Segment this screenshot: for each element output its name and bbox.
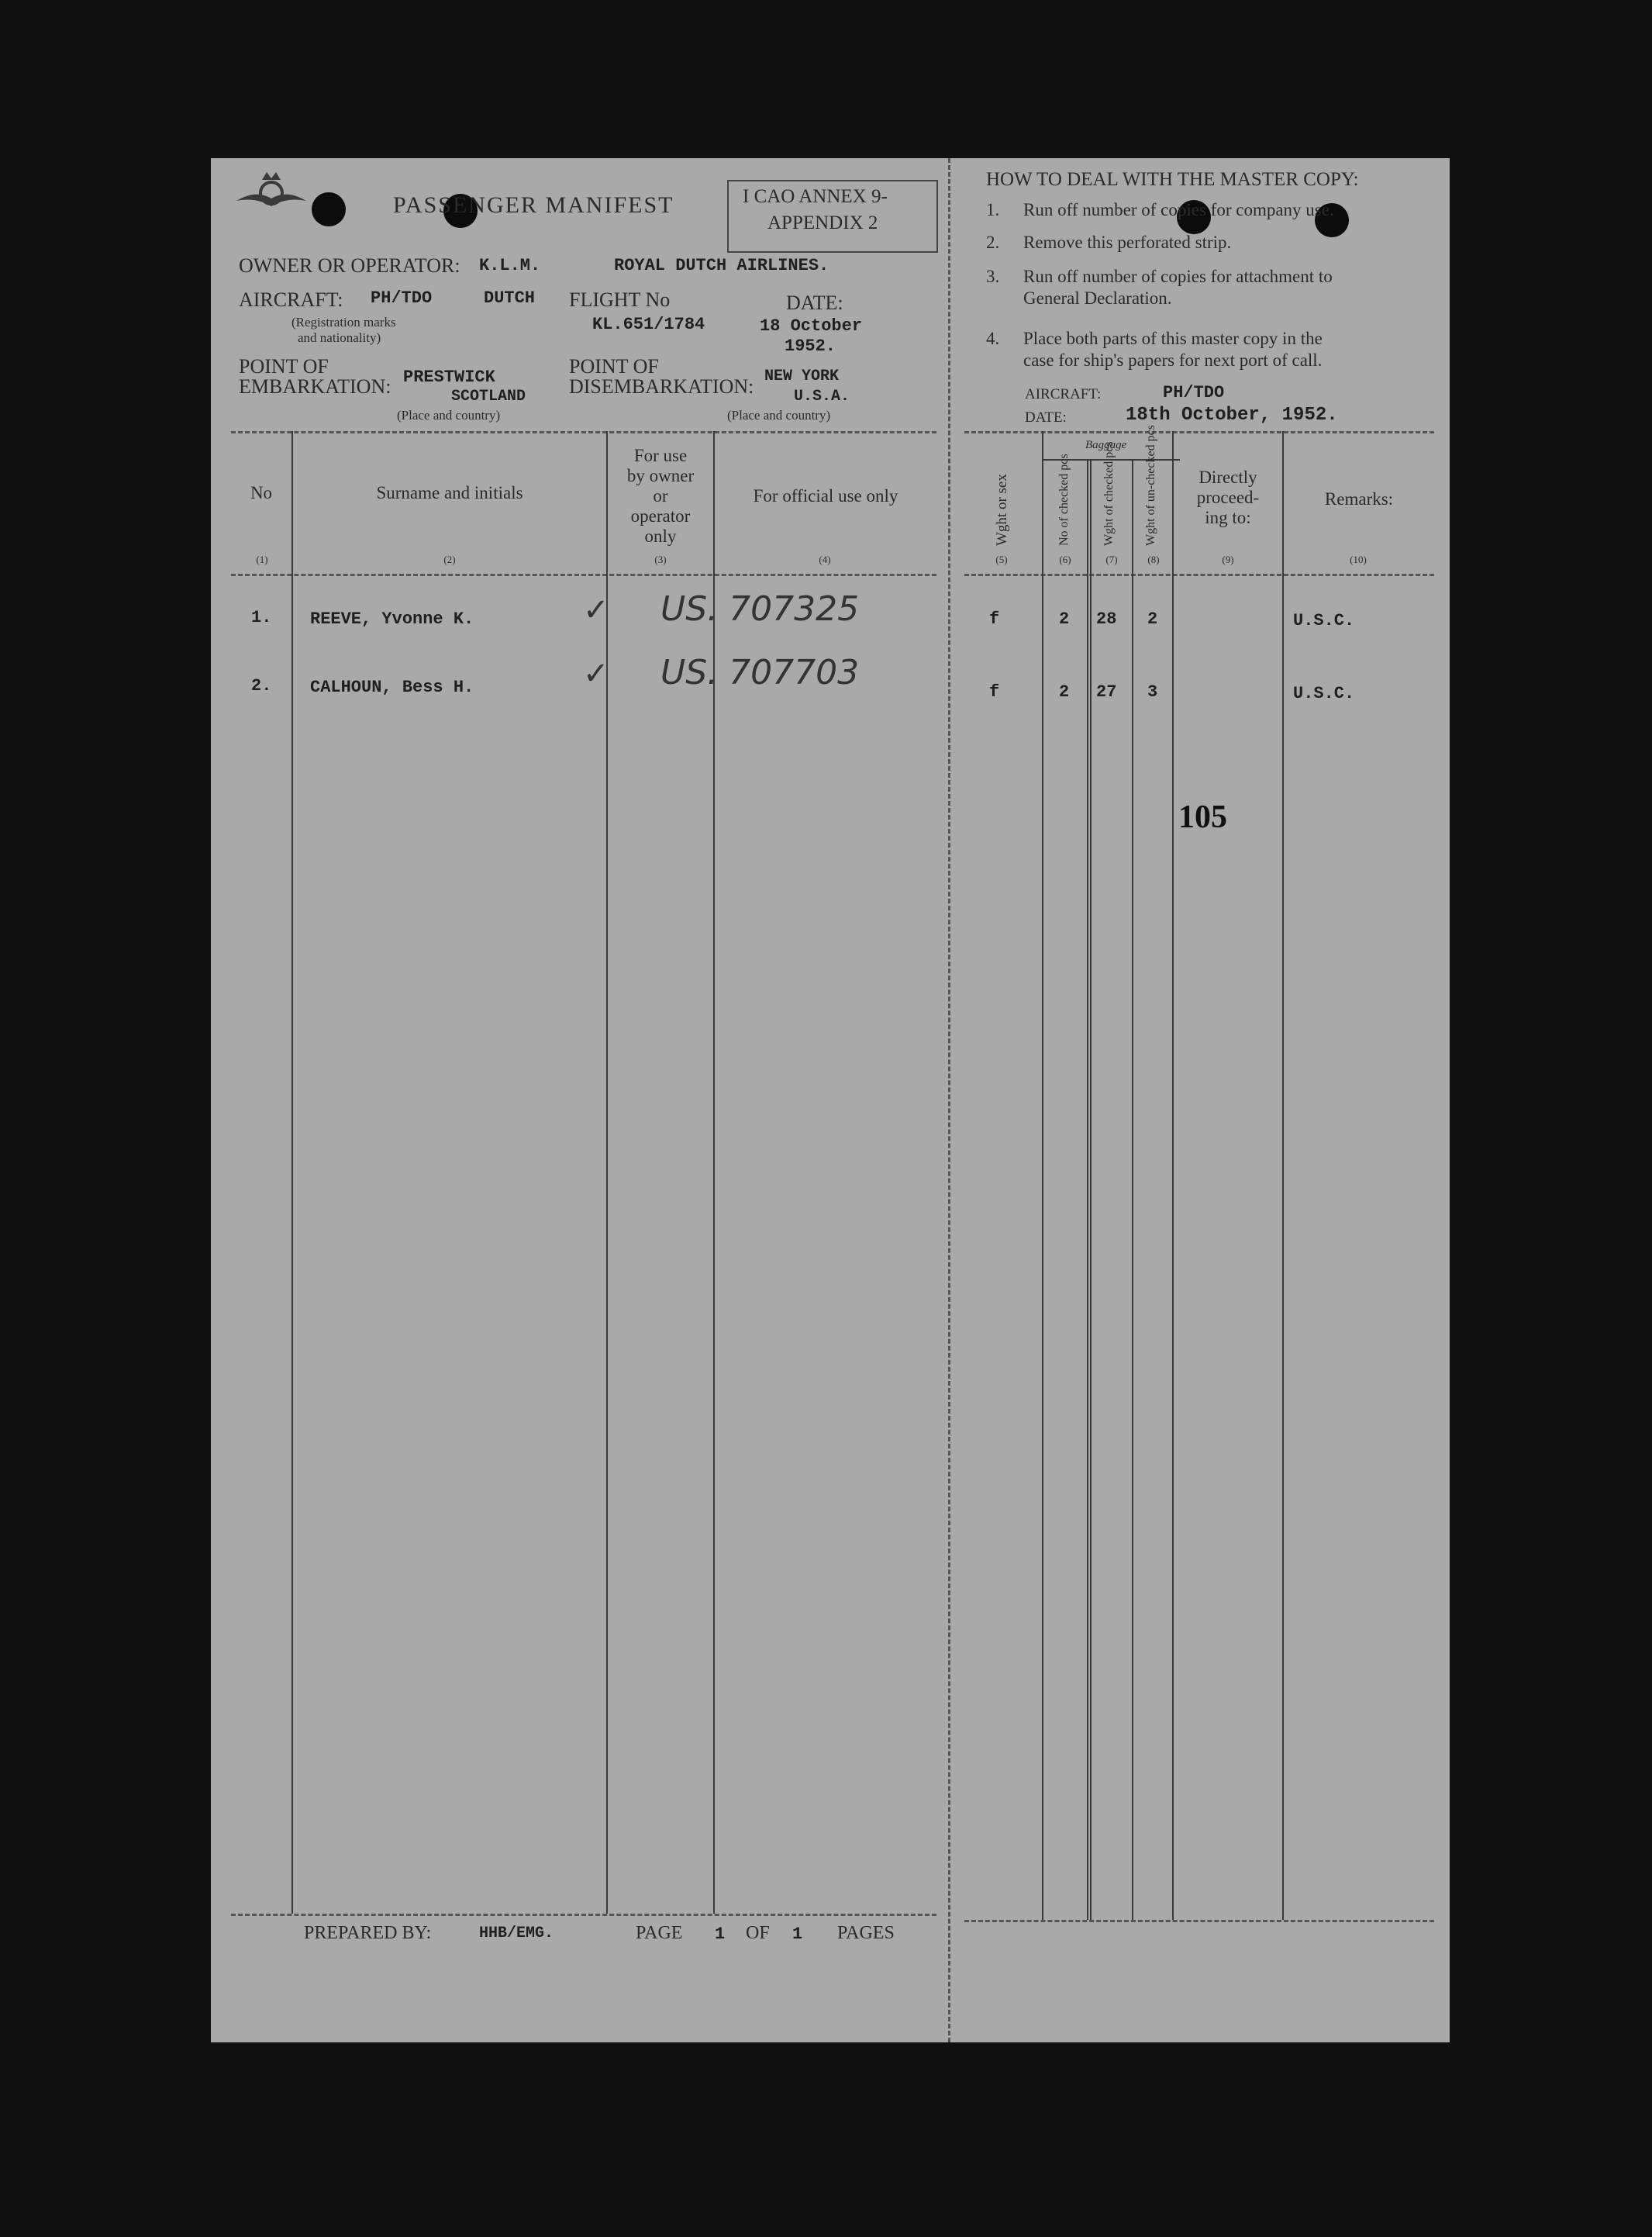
disembarkation-label-2: DISEMBARKATION: [569, 375, 754, 398]
passenger-remarks: U.S.C. [1293, 611, 1355, 630]
col-header-no: No [250, 483, 273, 502]
col-header-directly-1: Directly [1198, 468, 1257, 487]
col-header-owner-2: by owner [626, 466, 695, 485]
table-bottom-line-right [964, 1920, 1434, 1922]
instructions-aircraft-value: PH/TDO [1163, 383, 1225, 402]
col-header-surname: Surname and initials [376, 483, 523, 502]
col-header-directly-3: ing to: [1205, 508, 1251, 527]
prepared-by-label: PREPARED BY: [304, 1923, 432, 1943]
aircraft-sub-2: and nationality) [298, 330, 381, 345]
col-num-3: (3) [654, 554, 667, 565]
col-line-8 [1172, 431, 1174, 1920]
col-line-4 [1042, 431, 1043, 1920]
col-num-2: (2) [443, 554, 456, 565]
aircraft-nationality: DUTCH [484, 288, 536, 308]
table-header-bottom-left [231, 574, 936, 576]
col-num-9: (9) [1222, 554, 1234, 565]
col-header-checked-wt: Wght of checked pcs [1102, 441, 1116, 546]
prepared-by-value: HHB/EMG. [479, 1925, 554, 1942]
passenger-checked-pcs: 2 [1059, 609, 1070, 629]
handwritten-check: ✓ [583, 592, 609, 628]
instruction-3-text: Run off number of copies for attachment to [1023, 267, 1333, 286]
operator-value: K.L.M. [479, 256, 541, 275]
pages-label: PAGES [837, 1923, 895, 1943]
instruction-3-text-2: General Declaration. [1023, 288, 1172, 308]
col-num-7: (7) [1105, 554, 1118, 565]
instruction-2-num: 2. [986, 233, 1000, 252]
passenger-checked-wt: 28 [1096, 609, 1117, 629]
flight-label: FLIGHT No [569, 288, 671, 311]
col-header-owner-4: operator [630, 506, 691, 526]
table-top-line-right [964, 431, 1434, 433]
punch-hole-1 [312, 192, 346, 226]
handwritten-check: ✓ [583, 656, 609, 692]
instruction-2-text: Remove this perforated strip. [1023, 233, 1232, 252]
disembarkation-value-1: NEW YORK [764, 368, 840, 385]
col-line-1 [291, 431, 293, 1914]
table-top-line-left [231, 431, 936, 433]
instructions-title: HOW TO DEAL WITH THE MASTER COPY: [986, 169, 1359, 190]
table-bottom-line-left [231, 1914, 936, 1916]
annex-line-1: I CAO ANNEX 9- [743, 186, 888, 207]
instruction-1-text: Run off number of copies for company use. [1023, 200, 1334, 219]
aircraft-value: PH/TDO [371, 288, 433, 308]
col-num-4: (4) [819, 554, 831, 565]
instructions-date-value: 18th October, 1952. [1126, 405, 1338, 426]
col-header-directly-2: proceed- [1196, 488, 1260, 507]
instruction-4-text: Place both parts of this master copy in the [1023, 329, 1323, 348]
passenger-remarks: U.S.C. [1293, 684, 1355, 703]
embarkation-label-1: POINT OF [239, 355, 329, 378]
instructions-date-label: DATE: [1025, 409, 1067, 426]
handwritten-official-number: US. 707325 [660, 589, 860, 629]
table-header-bottom-right [964, 574, 1434, 576]
of-label: OF [746, 1923, 770, 1943]
disembarkation-label-1: POINT OF [569, 355, 659, 378]
col-line-2 [606, 431, 608, 1914]
instruction-1-num: 1. [986, 200, 1000, 219]
date-label: DATE: [786, 292, 843, 314]
col-line-9 [1282, 431, 1284, 1920]
operator-label: OWNER OR OPERATOR: [239, 254, 460, 277]
col-header-remarks: Remarks: [1324, 489, 1394, 509]
col-header-owner-5: only [644, 526, 677, 546]
perforation-line [948, 158, 950, 2042]
col-num-8: (8) [1147, 554, 1160, 565]
col-header-official: For official use only [753, 486, 898, 506]
disembarkation-sub: (Place and country) [727, 408, 831, 423]
instruction-4-text-2: case for ship's papers for next port of call. [1023, 350, 1323, 370]
col-line-7 [1132, 459, 1133, 1920]
date-value-2: 1952. [785, 337, 836, 356]
manifest-title: PASSENGER MANIFEST [393, 192, 674, 218]
passenger-unchecked-wt: 3 [1147, 682, 1158, 702]
passenger-unchecked-wt: 2 [1147, 609, 1158, 629]
passenger-sex: f [989, 609, 1000, 629]
passenger-checked-pcs: 2 [1059, 682, 1070, 702]
date-value-1: 18 October [760, 316, 863, 336]
passenger-checked-wt: 27 [1096, 682, 1117, 702]
col-header-owner-1: For use [633, 446, 688, 465]
col-header-checked-pcs: No of checked pcs [1057, 454, 1071, 546]
col-header-owner-3: or [653, 486, 668, 506]
passenger-name: CALHOUN, Bess H. [310, 678, 474, 697]
stamp-number: 105 [1178, 799, 1227, 835]
page-value: 1 [715, 1925, 726, 1944]
embarkation-value-2: SCOTLAND [451, 388, 526, 406]
col-num-1: (1) [256, 554, 268, 565]
annex-line-2: APPENDIX 2 [767, 212, 878, 233]
page-label: PAGE [636, 1923, 683, 1943]
of-value: 1 [792, 1925, 803, 1944]
handwritten-official-number: US. 707703 [660, 653, 860, 692]
col-header-unchecked-wt: Wght of un-checked pcs [1144, 425, 1157, 546]
embarkation-value-1: PRESTWICK [403, 368, 495, 387]
col-num-5: (5) [995, 554, 1008, 565]
instruction-3-num: 3. [986, 267, 1000, 286]
aircraft-sub-1: (Registration marks [291, 315, 396, 330]
klm-crown-logo-icon [233, 166, 310, 228]
passenger-no: 2. [251, 676, 272, 696]
passenger-no: 1. [251, 608, 272, 627]
col-header-weight-sex: Wght or sex [994, 474, 1010, 546]
embarkation-label-2: EMBARKATION: [239, 375, 391, 398]
flight-value: KL.651/1784 [592, 315, 705, 334]
disembarkation-value-2: U.S.A. [794, 388, 850, 406]
instruction-4-num: 4. [986, 329, 1000, 348]
embarkation-sub: (Place and country) [397, 408, 501, 423]
col-num-6: (6) [1059, 554, 1071, 565]
operator-name: ROYAL DUTCH AIRLINES. [614, 256, 829, 275]
col-line-5 [1087, 459, 1088, 1920]
passenger-name: REEVE, Yvonne K. [310, 609, 474, 629]
aircraft-label: AIRCRAFT: [239, 288, 343, 311]
col-num-10: (10) [1350, 554, 1367, 565]
col-line-6 [1090, 459, 1092, 1920]
col-header-baggage: Baggage [1085, 439, 1127, 451]
manifest-sheet [211, 158, 1450, 2042]
passenger-sex: f [989, 682, 1000, 702]
instructions-aircraft-label: AIRCRAFT: [1025, 386, 1102, 402]
